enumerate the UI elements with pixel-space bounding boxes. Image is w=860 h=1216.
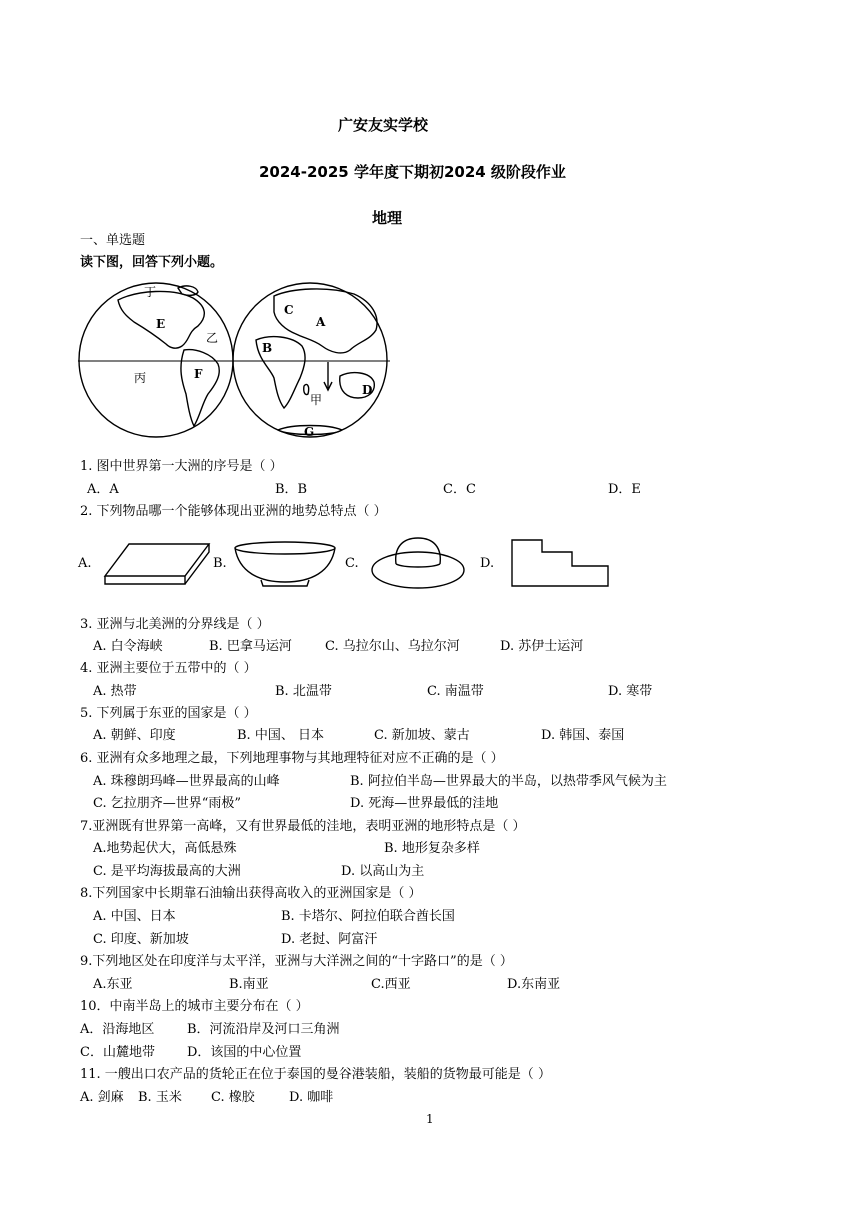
assignment-title: 2024-2025 学年度下期初2024 级阶段作业 xyxy=(259,163,566,181)
q3-option-a: A. 白令海峡 xyxy=(93,639,163,654)
map-label-B: B xyxy=(262,341,273,355)
q10-option-a: A．沿海地区 xyxy=(80,1022,155,1037)
q5-option-a: A. 朝鲜、印度 xyxy=(93,728,176,743)
question-4-stem: 4. 亚洲主要位于五带中的（ ） xyxy=(80,661,257,676)
q4-option-a: A. 热带 xyxy=(93,684,137,699)
q3-option-b: B. 巴拿马运河 xyxy=(209,639,292,654)
question-10-stem: 10．中南半岛上的城市主要分布在（ ） xyxy=(80,999,309,1014)
q2-option-c: C. xyxy=(345,556,359,571)
q9-option-a: A.东亚 xyxy=(93,977,133,992)
q3-option-d: D. 苏伊士运河 xyxy=(500,639,584,654)
q1-option-a: A．A xyxy=(87,482,119,497)
q9-option-c: C.西亚 xyxy=(371,977,411,992)
q6-option-b: B. 阿拉伯半岛—世界最大的半岛，以热带季风气候为主 xyxy=(350,774,667,789)
q6-option-c: C. 乞拉朋齐—世界“雨极” xyxy=(93,796,242,811)
q10-option-d: D．该国的中心位置 xyxy=(187,1045,302,1060)
q2-option-d: D. xyxy=(480,556,495,571)
q6-option-d: D. 死海—世界最低的洼地 xyxy=(350,796,499,811)
question-7-stem: 7.亚洲既有世界第一高峰，又有世界最低的洼地，表明亚洲的地形特点是（ ） xyxy=(80,819,526,834)
instruction: 读下图，回答下列小题。 xyxy=(80,255,224,270)
page-number: 1 xyxy=(426,1112,434,1126)
q8-option-c: C. 印度、新加坡 xyxy=(93,932,189,947)
map-label-ding: 丁 xyxy=(144,285,157,299)
school-name: 广安友实学校 xyxy=(338,116,429,134)
question-6-stem: 6. 亚洲有众多地理之最，下列地理事物与其地理特征对应不正确的是（ ） xyxy=(80,751,504,766)
q7-option-b: B. 地形复杂多样 xyxy=(384,841,480,856)
map-label-F: F xyxy=(194,367,203,381)
q5-option-b: B. 中国、 日本 xyxy=(237,728,324,743)
question-1-stem: 1. 图中世界第一大洲的序号是（ ） xyxy=(80,459,283,474)
q4-option-d: D. 寒带 xyxy=(608,684,653,699)
q11-option-d: D. 咖啡 xyxy=(289,1090,334,1105)
q10-option-b: B．河流沿岸及河口三角洲 xyxy=(187,1022,340,1037)
q8-option-b: B. 卡塔尔、阿拉伯联合酋长国 xyxy=(281,909,455,924)
question-3-stem: 3. 亚洲与北美洲的分界线是（ ） xyxy=(80,617,270,632)
q7-option-d: D. 以高山为主 xyxy=(341,864,425,879)
hat-icon xyxy=(368,532,468,592)
staircase-icon xyxy=(508,536,612,590)
world-hemispheres-map xyxy=(78,278,390,444)
map-label-C: C xyxy=(284,303,294,317)
map-label-bing: 丙 xyxy=(134,371,147,385)
question-5-stem: 5. 下列属于东亚的国家是（ ） xyxy=(80,706,257,721)
q11-option-c: C. 橡胶 xyxy=(211,1090,255,1105)
map-label-D: D xyxy=(362,383,373,397)
q4-option-b: B. 北温带 xyxy=(275,684,332,699)
q3-option-c: C. 乌拉尔山、乌拉尔河 xyxy=(325,639,460,654)
q8-option-d: D. 老挝、阿富汗 xyxy=(281,932,378,947)
q11-option-a: A. 剑麻 xyxy=(80,1090,124,1105)
flat-board-icon xyxy=(103,538,211,586)
q9-option-d: D.东南亚 xyxy=(507,977,561,992)
q7-option-a: A.地势起伏大，高低悬殊 xyxy=(93,841,237,856)
map-label-jia: 甲 xyxy=(310,393,323,407)
question-2-stem: 2. 下列物品哪一个能够体现出亚洲的地势总特点（ ） xyxy=(80,504,387,519)
map-label-A: A xyxy=(316,315,326,329)
question-8-stem: 8.下列国家中长期靠石油输出获得高收入的亚洲国家是（ ） xyxy=(80,886,422,901)
q2-option-b: B. xyxy=(213,556,227,571)
map-label-yi: 乙 xyxy=(206,331,219,345)
q10-option-c: C．山麓地带 xyxy=(80,1045,155,1060)
q11-option-b: B. 玉米 xyxy=(138,1090,182,1105)
q1-option-c: C．C xyxy=(443,482,476,497)
q9-option-b: B.南亚 xyxy=(229,977,269,992)
q5-option-c: C. 新加坡、蒙古 xyxy=(374,728,470,743)
q6-option-a: A. 珠穆朗玛峰—世界最高的山峰 xyxy=(93,774,280,789)
q4-option-c: C. 南温带 xyxy=(427,684,484,699)
q1-option-b: B．B xyxy=(275,482,308,497)
question-11-stem: 11. 一艘出口农产品的货轮正在位于泰国的曼谷港装船，装船的货物最可能是（ ） xyxy=(80,1067,551,1082)
q1-option-d: D．E xyxy=(608,482,641,497)
q8-option-a: A. 中国、日本 xyxy=(93,909,176,924)
q5-option-d: D. 韩国、泰国 xyxy=(541,728,625,743)
q7-option-c: C. 是平均海拔最高的大洲 xyxy=(93,864,241,879)
subject-title: 地理 xyxy=(372,209,403,227)
map-label-G: G xyxy=(304,425,315,439)
q2-option-a: A. xyxy=(78,556,92,571)
section-heading: 一、单选题 xyxy=(80,233,146,248)
question-9-stem: 9.下列地区处在印度洋与太平洋，亚洲与大洋洲之间的“十字路口”的是（ ） xyxy=(80,954,513,969)
map-label-E: E xyxy=(156,317,166,331)
bowl-icon xyxy=(231,538,339,588)
